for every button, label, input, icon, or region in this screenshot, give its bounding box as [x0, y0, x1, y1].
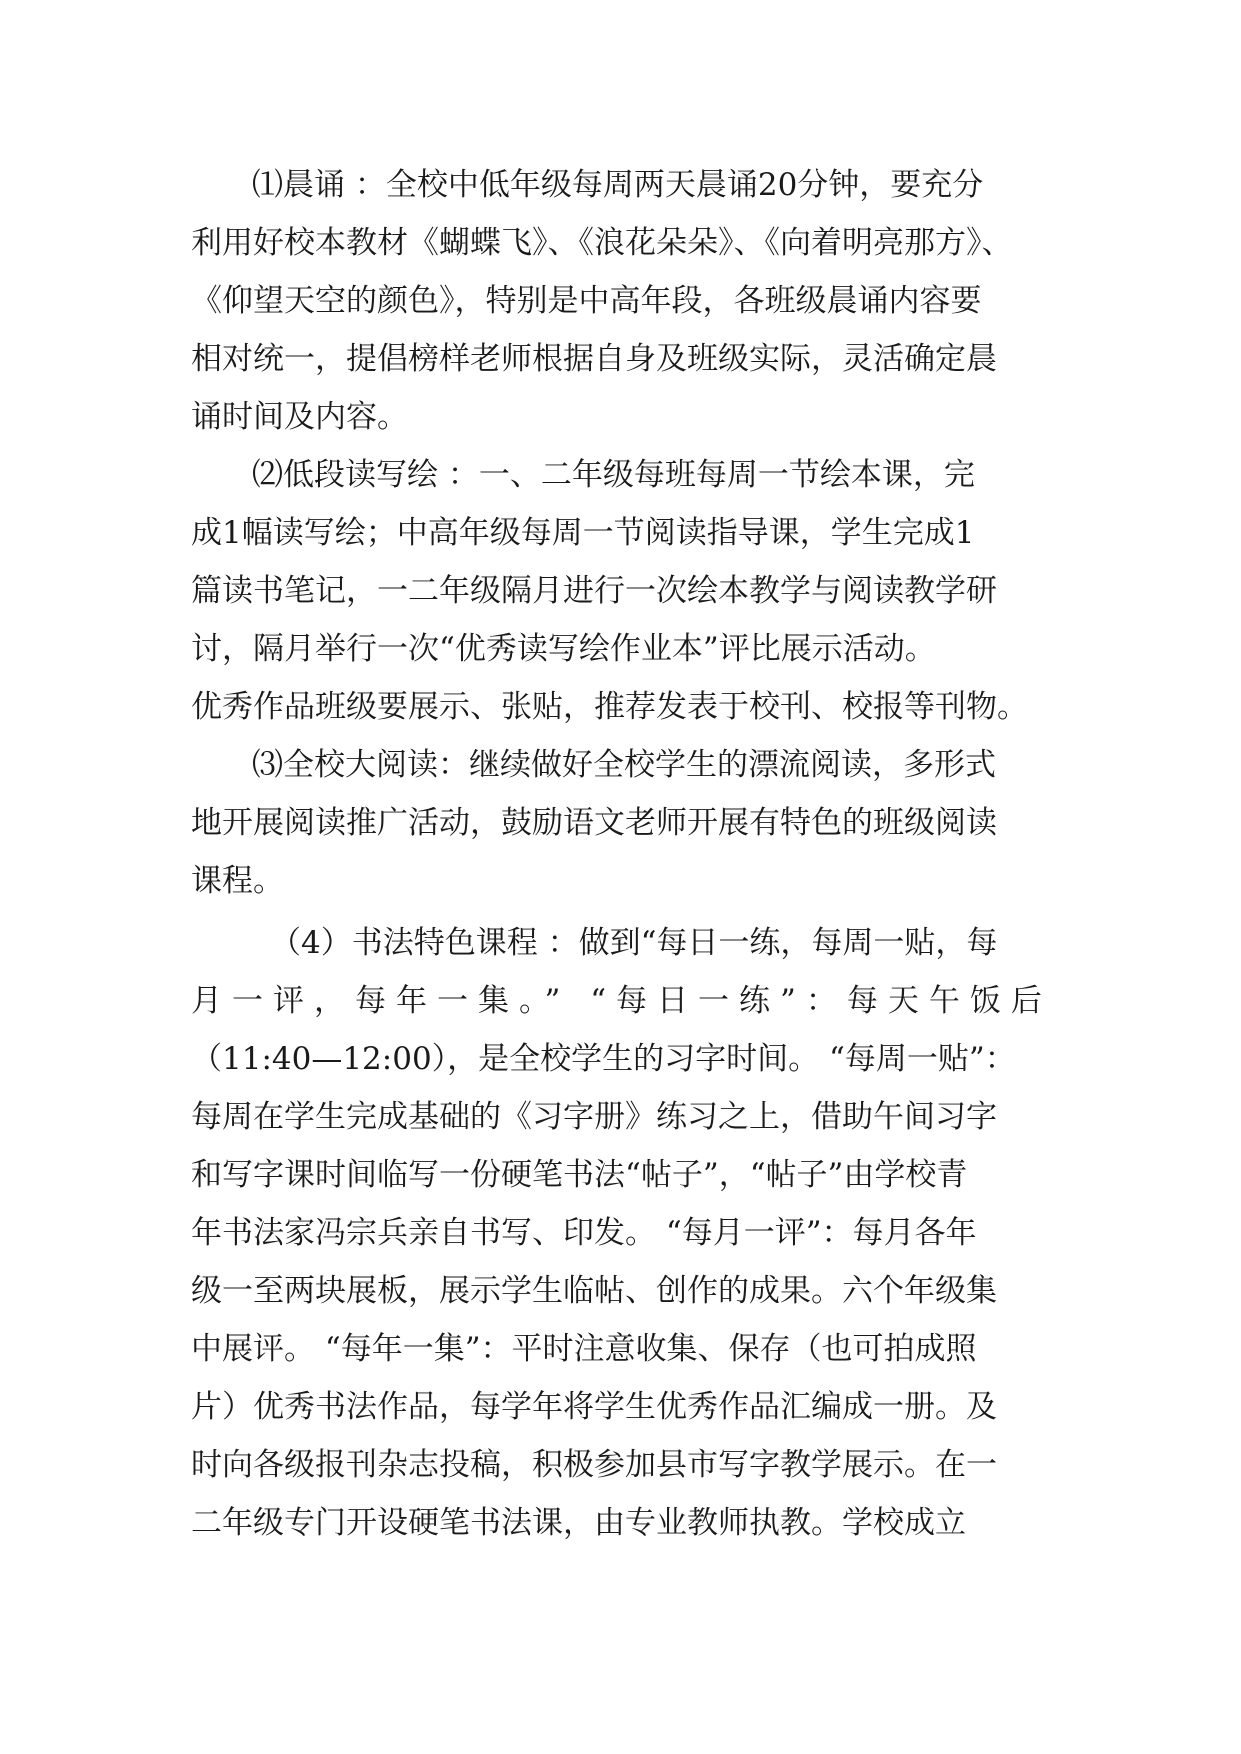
text-line: ⑵低段读写绘 ：一、二年级每班每周一节绘本课，完 [252, 457, 975, 493]
text-line: 中展评。 “每年一集”：平时注意收集、保存（也可拍成照 [191, 1331, 977, 1367]
text-line: 《仰望天空的颜色》，特别是中高年段，各班级晨诵内容要 [191, 283, 982, 319]
text-line: 片）优秀书法作品，每学年将学生优秀作品汇编成一册。及 [191, 1389, 997, 1425]
text-line: 讨，隔月举行一次“优秀读写绘作业本”评比展示活动。 [191, 631, 936, 667]
text-line: ⑶全校大阅读：继续做好全校学生的漂流阅读，多形式 [252, 747, 996, 783]
text-line: 相对统一，提倡榜样老师根据自身及班级实际，灵活确定晨 [191, 341, 997, 377]
text-line: 级一至两块展板，展示学生临帖、创作的成果。六个年级集 [191, 1273, 997, 1309]
text-line: 篇读书笔记，一二年级隔月进行一次绘本教学与阅读教学研 [191, 573, 997, 609]
text-line: 时向各级报刊杂志投稿，积极参加县市写字教学展示。在一 [191, 1447, 997, 1483]
text-line: 月一评，每年一集。” “每日一练”：每天午饭后 [191, 983, 1052, 1019]
text-line: ⑴晨诵 ：全校中低年级每周两天晨诵20分钟，要充分 [252, 167, 984, 203]
text-line: 和写字课时间临写一份硬笔书法“帖子”，“帖子”由学校青 [191, 1157, 968, 1193]
text-line: 利用好校本教材《蝴蝶飞》、《浪花朵朵》、《向着明亮那方》、 [191, 225, 1013, 261]
text-line: （11:40—12:00），是全校学生的习字时间。 “每周一贴”： [191, 1041, 1016, 1077]
text-line: 地开展阅读推广活动，鼓励语文老师开展有特色的班级阅读 [191, 805, 997, 841]
text-line: 课程。 [191, 863, 284, 899]
text-line: 二年级专门开设硬笔书法课，由专业教师执教。学校成立 [191, 1505, 966, 1541]
text-line: （4）书法特色课程 ：做到“每日一练，每周一贴，每 [270, 925, 998, 961]
text-line: 成1幅读写绘；中高年级每周一节阅读指导课，学生完成1 [191, 515, 975, 551]
text-line: 每周在学生完成基础的《习字册》练习之上，借助午间习字 [191, 1099, 997, 1135]
text-line: 年书法家冯宗兵亲自书写、印发。 “每月一评”：每月各年 [191, 1215, 977, 1251]
text-line: 优秀作品班级要展示、张贴，推荐发表于校刊、校报等刊物。 [191, 689, 1028, 725]
text-line: 诵时间及内容。 [191, 399, 408, 435]
